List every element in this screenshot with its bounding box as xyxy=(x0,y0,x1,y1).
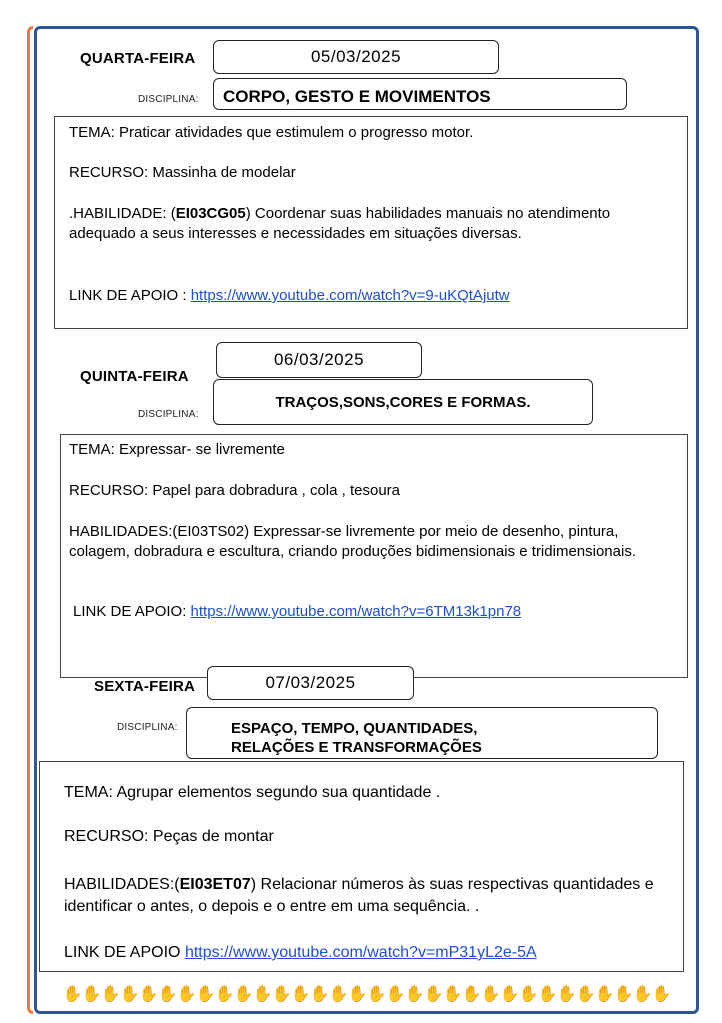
habilidades-thursday: HABILIDADES:(EI03TS02) Expressar-se livremente por meio de desenho, pintura, colagem, dobradura e escultura, criando produções bidimensionais e tridimensionais. xyxy=(69,523,636,560)
hand-icon: ✋ xyxy=(62,986,83,1003)
hand-icon: ✋ xyxy=(100,986,121,1003)
link-row-friday: LINK DE APOIO https://www.youtube.com/watch?v=mP31yL2e-5A xyxy=(64,944,537,961)
hand-icon: ✋ xyxy=(499,986,520,1003)
hand-icon: ✋ xyxy=(81,986,102,1003)
hand-icon: ✋ xyxy=(290,986,311,1003)
hand-icon: ✋ xyxy=(157,986,178,1003)
date-thursday: 06/03/2025 xyxy=(216,342,422,378)
hand-icon: ✋ xyxy=(480,986,501,1003)
day-thursday: QUINTA-FEIRA xyxy=(80,368,189,385)
hand-icon: ✋ xyxy=(423,986,444,1003)
hand-icon: ✋ xyxy=(461,986,482,1003)
support-link-thursday[interactable]: https://www.youtube.com/watch?v=6TM13k1pn78 xyxy=(190,603,522,620)
hand-icon: ✋ xyxy=(575,986,596,1003)
discipline-friday: ESPAÇO, TEMPO, QUANTIDADES, RELAÇÕES E TRANSFORMAÇÕES xyxy=(186,707,658,759)
hand-icon: ✋ xyxy=(328,986,349,1003)
hand-icon: ✋ xyxy=(537,986,558,1003)
content-box-wednesday xyxy=(54,116,688,329)
discipline-wednesday: CORPO, GESTO E MOVIMENTOS xyxy=(213,78,627,110)
tema-friday: TEMA: Agrupar elementos segundo sua quantidade . xyxy=(64,784,441,801)
hand-icon: ✋ xyxy=(442,986,463,1003)
habilidade-wednesday: .HABILIDADE: (EI03CG05) Coordenar suas habilidades manuais no atendimento adequado a seus interesses e necessidades em situações diversas. xyxy=(69,205,611,242)
discipline-label-friday: DISCIPLINA: xyxy=(117,722,178,733)
recurso-friday: RECURSO: Peças de montar xyxy=(64,828,274,845)
recurso-wednesday: RECURSO: Massinha de modelar xyxy=(69,164,296,181)
hand-icon: ✋ xyxy=(651,986,672,1003)
hand-icon: ✋ xyxy=(271,986,292,1003)
hand-icon: ✋ xyxy=(632,986,653,1003)
hand-icon: ✋ xyxy=(347,986,368,1003)
hand-icon: ✋ xyxy=(404,986,425,1003)
hand-icon: ✋ xyxy=(556,986,577,1003)
hand-icon: ✋ xyxy=(252,986,273,1003)
hand-icon: ✋ xyxy=(366,986,387,1003)
link-row-wednesday: LINK DE APOIO : https://www.youtube.com/watch?v=9-uKQtAjutw xyxy=(69,287,510,304)
support-link-wednesday[interactable]: https://www.youtube.com/watch?v=9-uKQtAjutw xyxy=(190,287,510,304)
discipline-label-wednesday: DISCIPLINA: xyxy=(138,94,199,105)
day-friday: SEXTA-FEIRA xyxy=(94,678,196,695)
recurso-thursday: RECURSO: Papel para dobradura , cola , tesoura xyxy=(69,482,401,499)
day-wednesday: QUARTA-FEIRA xyxy=(80,50,196,67)
tema-wednesday: TEMA: Praticar atividades que estimulem o progresso motor. xyxy=(69,124,474,141)
hand-icon: ✋ xyxy=(195,986,216,1003)
tema-thursday: TEMA: Expressar- se livremente xyxy=(69,441,285,458)
discipline-label-thursday: DISCIPLINA: xyxy=(138,409,199,420)
page-frame-orange xyxy=(27,26,33,1014)
hand-icon: ✋ xyxy=(176,986,197,1003)
date-friday: 07/03/2025 xyxy=(207,666,414,700)
discipline-thursday: TRAÇOS,SONS,CORES E FORMAS. xyxy=(213,379,593,425)
link-row-thursday: LINK DE APOIO: https://www.youtube.com/watch?v=6TM13k1pn78 xyxy=(73,603,522,620)
hand-icon: ✋ xyxy=(594,986,615,1003)
hand-icon: ✋ xyxy=(385,986,406,1003)
hand-icon: ✋ xyxy=(613,986,634,1003)
content-box-friday xyxy=(39,761,684,972)
hand-icon: ✋ xyxy=(233,986,254,1003)
support-link-friday[interactable]: https://www.youtube.com/watch?v=mP31yL2e-5A xyxy=(184,944,537,961)
hand-icon: ✋ xyxy=(214,986,235,1003)
hand-icon: ✋ xyxy=(309,986,330,1003)
habilidades-friday: HABILIDADES:(EI03ET07) Relacionar números às suas respectivas quantidades e identificar o antes, o depois e o entre em uma sequência. . xyxy=(64,876,654,915)
hand-icon: ✋ xyxy=(119,986,140,1003)
content-box-thursday xyxy=(60,434,688,678)
footer-hands-border xyxy=(62,984,672,1006)
hand-icon: ✋ xyxy=(518,986,539,1003)
date-wednesday: 05/03/2025 xyxy=(213,40,499,74)
hand-icon: ✋ xyxy=(138,986,159,1003)
